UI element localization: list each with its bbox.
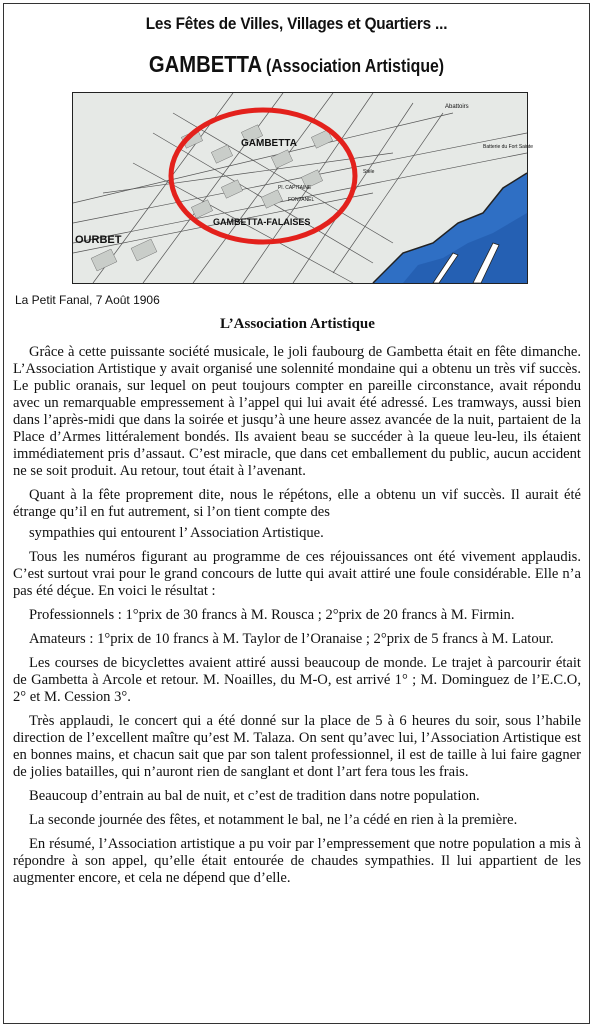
paragraph: Quant à la fête proprement dite, nous le répétons, elle a obtenu un vif succès. Il aurait été étrange qu’il en fut autrement, si l’on tient compte des <box>13 487 581 520</box>
map-image <box>72 92 534 284</box>
paragraph: sympathies qui entourent l’ Association Artistique. <box>29 525 324 541</box>
series-title: Les Fêtes de Villes, Villages et Quartiers ... <box>145 14 448 33</box>
place-name: GAMBETTA <box>148 51 263 77</box>
map-drawing <box>73 93 534 283</box>
map-label-gambetta: GAMBETTA <box>241 138 297 149</box>
paragraph: Professionnels : 1°prix de 30 francs à M. Rousca ; 2°prix de 20 francs à M. Firmin. <box>29 607 515 623</box>
map-label-gambetta-falaises: GAMBETTA-FALAISES <box>213 217 311 227</box>
map-label-fontanel: FONTANEL <box>288 197 315 203</box>
paragraph: Amateurs : 1°prix de 10 francs à M. Taylor de l’Oranaise ; 2°prix de 5 francs à M. Latour. <box>29 631 554 647</box>
article-body <box>13 344 581 894</box>
map-label-abattoirs: Abattoirs <box>445 104 469 110</box>
page-title <box>39 51 554 78</box>
map-label-batterie: Batterie du Fort Sainte <box>483 144 534 150</box>
map-label-stele: Stèle <box>363 169 375 175</box>
paragraph: Grâce à cette puissante société musicale, le joli faubourg de Gambetta était en fête dimanche. L’Association Artistique y avait organisé une solennité mondaine qui a obtenu un très vif succès. Le public oranais, sur lequel on peut toujours compter en pareille circonstance, avait répondu avec un remarquable empressement à l’appel qui lui avait été adressé. Les tramways, aussi bien dans l’après-midi que dans la soirée et jusqu’à une heure assez avancée de la nuit, partaient de la Place d’Armes littéralement bondés. Ils avaient beau se succéder à la queue leu-leu, ils étaient immédiatement pris d’assaut. C’est miracle, que dans cet emballement du public, aucun accident ne se soit produit. Au retour, tout était à l’avenant. <box>13 344 581 479</box>
association-name: (Association Artistique) <box>266 56 445 76</box>
paragraph: Tous les numéros figurant au programme de ces réjouissances ont été vivement applaudis. C’est surtout vrai pour le grand concours de lutte qui avait attiré une foule considérable. Elle n’a pas été déçue. En voici le résultat : <box>13 549 581 599</box>
source-caption: La Petit Fanal, 7 Août 1906 <box>15 293 160 307</box>
section-title: L’Association Artistique <box>220 316 375 332</box>
paragraph: La seconde journée des fêtes, et notamment le bal, ne l’a cédé en rien à la première. <box>29 812 518 828</box>
paragraph: En résumé, l’Association artistique a pu voir par l’empressement que notre population a mis à répondre à son appel, qu’elle était entourée de chaudes sympathies. Il lui appartient de les augmenter encore, et cela ne dépend que d’elle. <box>13 836 581 886</box>
paragraph: Beaucoup d’entrain au bal de nuit, et c’est de tradition dans notre population. <box>29 788 480 804</box>
map-label-ourbet: OURBET <box>75 234 122 246</box>
map-label-capitaine: Pl. CAPITAINE <box>278 185 312 191</box>
paragraph: Les courses de bicyclettes avaient attiré aussi beaucoup de monde. Le trajet à parcourir était de Gambetta à Arcole et retour. M. Noailles, du M-O, est arrivé 1° ; M. Dominguez de l’E.C.O, 2° et M. Cession 3°. <box>13 655 581 705</box>
paragraph: Très applaudi, le concert qui a été donné sur la place de 5 à 6 heures du soir, sous l’habile direction de l’excellent maître qu’est M. Talaza. On sent qu’avec lui, l’Association Artistique est en bonnes mains, et chacun sait que par son talent professionnel, il est de taille à lui faire gagner de jolies batailles, qui n’auront rien de sanglant et dont l’art fera tous les frais. <box>13 713 581 780</box>
